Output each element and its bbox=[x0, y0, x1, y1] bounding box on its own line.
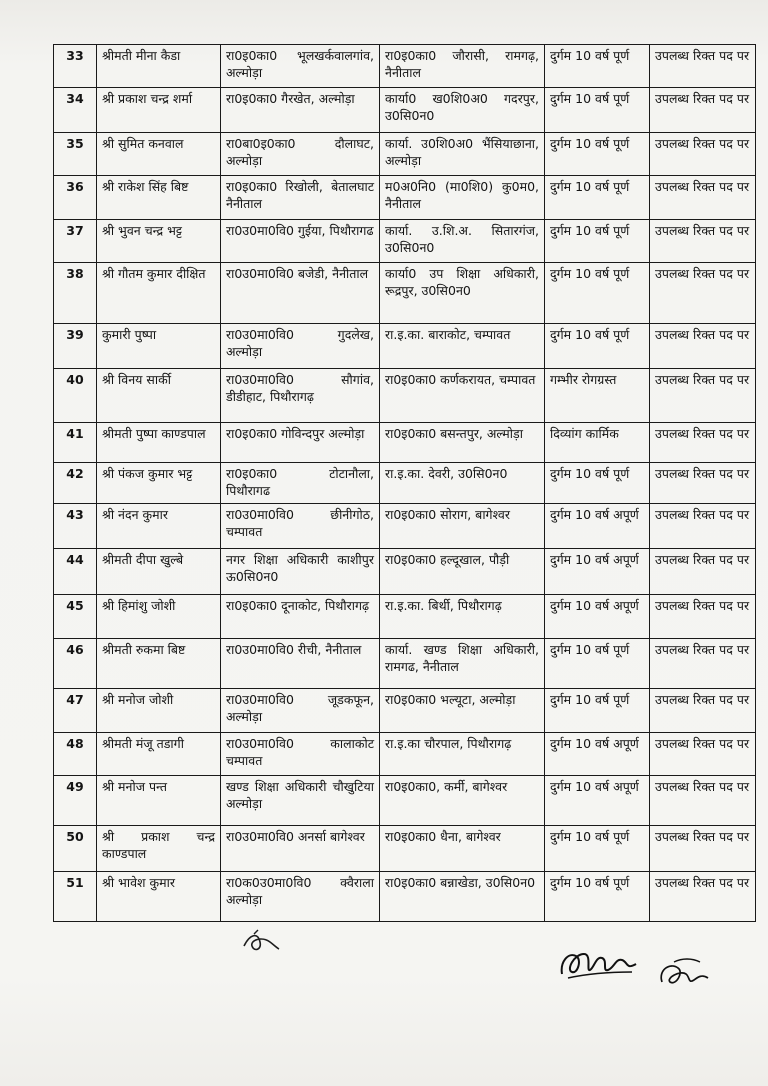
serial-number-cell: 47 bbox=[54, 689, 97, 733]
current-posting-cell: रा0बा0इ0का0 दौलाघट, अल्मोड़ा bbox=[221, 133, 380, 176]
serial-number-cell: 45 bbox=[54, 595, 97, 639]
employee-name-cell: श्रीमती पुष्पा काण्डपाल bbox=[97, 423, 221, 463]
serial-number-cell: 38 bbox=[54, 263, 97, 324]
new-posting-cell: रा0इ0का0 जौरासी, रामगढ़, नैनीताल bbox=[380, 45, 545, 88]
current-posting-cell: खण्ड शिक्षा अधिकारी चौखुटिया अल्मोड़ा bbox=[221, 776, 380, 826]
table-row bbox=[54, 776, 756, 826]
remark-cell: उपलब्ध रिक्त पद पर bbox=[650, 776, 756, 826]
current-posting-cell: रा0उ0मा0वि0 अनर्सा बागेश्वर bbox=[221, 826, 380, 872]
new-posting-cell: रा0इ0का0 भल्यूटा, अल्मोड़ा bbox=[380, 689, 545, 733]
transfer-reason-cell: दुर्गम 10 वर्ष पूर्ण bbox=[545, 463, 650, 504]
remark-cell: उपलब्ध रिक्त पद पर bbox=[650, 45, 756, 88]
transfer-reason-cell: दुर्गम 10 वर्ष पूर्ण bbox=[545, 176, 650, 220]
current-posting-cell: रा0क0उ0मा0वि0 क्वैराला अल्मोड़ा bbox=[221, 872, 380, 922]
serial-number-cell: 33 bbox=[54, 45, 97, 88]
remark-cell: उपलब्ध रिक्त पद पर bbox=[650, 88, 756, 133]
employee-name-cell: श्री मनोज पन्त bbox=[97, 776, 221, 826]
new-posting-cell: कार्या0 उप शिक्षा अधिकारी, रूद्रपुर, उ0सि0न0 bbox=[380, 263, 545, 324]
current-posting-cell: रा0इ0का0 गैरखेत, अल्मोड़ा bbox=[221, 88, 380, 133]
current-posting-cell: रा0उ0मा0वि0 बजेडी, नैनीताल bbox=[221, 263, 380, 324]
signature-small bbox=[240, 928, 282, 956]
new-posting-cell: कार्या. उ0शि0अ0 भैंसियाछाना, अल्मोड़ा bbox=[380, 133, 545, 176]
serial-number-cell: 46 bbox=[54, 639, 97, 689]
transfer-reason-cell: दुर्गम 10 वर्ष पूर्ण bbox=[545, 220, 650, 263]
table-row bbox=[54, 549, 756, 595]
transfer-reason-cell: दुर्गम 10 वर्ष अपूर्ण bbox=[545, 595, 650, 639]
remark-cell: उपलब्ध रिक्त पद पर bbox=[650, 504, 756, 549]
table-row bbox=[54, 463, 756, 504]
current-posting-cell: रा0उ0मा0वि0 गुदलेख, अल्मोड़ा bbox=[221, 324, 380, 369]
transfer-reason-cell: दुर्गम 10 वर्ष पूर्ण bbox=[545, 639, 650, 689]
employee-name-cell: श्री गौतम कुमार दीक्षित bbox=[97, 263, 221, 324]
current-posting-cell: रा0इ0का0 गोविन्दपुर अल्मोड़ा bbox=[221, 423, 380, 463]
serial-number-cell: 43 bbox=[54, 504, 97, 549]
remark-cell: उपलब्ध रिक्त पद पर bbox=[650, 263, 756, 324]
transfer-reason-cell: दुर्गम 10 वर्ष अपूर्ण bbox=[545, 504, 650, 549]
serial-number-cell: 35 bbox=[54, 133, 97, 176]
transfer-reason-cell: दिव्यांग कार्मिक bbox=[545, 423, 650, 463]
serial-number-cell: 41 bbox=[54, 423, 97, 463]
table-row bbox=[54, 45, 756, 88]
remark-cell: उपलब्ध रिक्त पद पर bbox=[650, 369, 756, 423]
employee-name-cell: श्रीमती मीना कैडा bbox=[97, 45, 221, 88]
transfer-reason-cell: दुर्गम 10 वर्ष पूर्ण bbox=[545, 263, 650, 324]
serial-number-cell: 51 bbox=[54, 872, 97, 922]
transfer-reason-cell: दुर्गम 10 वर्ष पूर्ण bbox=[545, 324, 650, 369]
table-row bbox=[54, 369, 756, 423]
table-row bbox=[54, 595, 756, 639]
remark-cell: उपलब्ध रिक्त पद पर bbox=[650, 872, 756, 922]
table-row bbox=[54, 133, 756, 176]
new-posting-cell: रा.इ.का. देवरी, उ0सि0न0 bbox=[380, 463, 545, 504]
transfer-reason-cell: दुर्गम 10 वर्ष पूर्ण bbox=[545, 872, 650, 922]
table-row bbox=[54, 324, 756, 369]
current-posting-cell: रा0उ0मा0वि0 रीची, नैनीताल bbox=[221, 639, 380, 689]
serial-number-cell: 34 bbox=[54, 88, 97, 133]
employee-name-cell: श्रीमती दीपा खुल्बे bbox=[97, 549, 221, 595]
new-posting-cell: रा0इ0का0 सोराग, बागेश्वर bbox=[380, 504, 545, 549]
current-posting-cell: रा0इ0का0 रिखोली, बेतालघाट नैनीताल bbox=[221, 176, 380, 220]
remark-cell: उपलब्ध रिक्त पद पर bbox=[650, 826, 756, 872]
new-posting-cell: कार्या0 ख0शि0अ0 गदरपुर, उ0सि0न0 bbox=[380, 88, 545, 133]
current-posting-cell: रा0उ0मा0वि0 जूडकफून, अल्मोड़ा bbox=[221, 689, 380, 733]
employee-name-cell: श्री भुवन चन्द्र भट्ट bbox=[97, 220, 221, 263]
employee-name-cell: श्री राकेश सिंह बिष्ट bbox=[97, 176, 221, 220]
serial-number-cell: 44 bbox=[54, 549, 97, 595]
transfer-reason-cell: दुर्गम 10 वर्ष पूर्ण bbox=[545, 689, 650, 733]
remark-cell: उपलब्ध रिक्त पद पर bbox=[650, 733, 756, 776]
remark-cell: उपलब्ध रिक्त पद पर bbox=[650, 463, 756, 504]
new-posting-cell: रा.इ.का. बाराकोट, चम्पावत bbox=[380, 324, 545, 369]
transfer-reason-cell: दुर्गम 10 वर्ष अपूर्ण bbox=[545, 776, 650, 826]
employee-name-cell: श्री भावेश कुमार bbox=[97, 872, 221, 922]
transfer-reason-cell: दुर्गम 10 वर्ष अपूर्ण bbox=[545, 733, 650, 776]
transfer-reason-cell: दुर्गम 10 वर्ष पूर्ण bbox=[545, 45, 650, 88]
current-posting-cell: रा0उ0मा0वि0 कालाकोट चम्पावत bbox=[221, 733, 380, 776]
new-posting-cell: रा0इ0का0 कर्णकरायत, चम्पावत bbox=[380, 369, 545, 423]
serial-number-cell: 36 bbox=[54, 176, 97, 220]
signature-right bbox=[654, 956, 718, 994]
new-posting-cell: रा0इ0का0 हल्दूखाल, पौड़ी bbox=[380, 549, 545, 595]
employee-name-cell: श्री विनय सार्की bbox=[97, 369, 221, 423]
remark-cell: उपलब्ध रिक्त पद पर bbox=[650, 639, 756, 689]
serial-number-cell: 50 bbox=[54, 826, 97, 872]
table-row bbox=[54, 263, 756, 324]
remark-cell: उपलब्ध रिक्त पद पर bbox=[650, 423, 756, 463]
table-row bbox=[54, 639, 756, 689]
table-row bbox=[54, 689, 756, 733]
table-row bbox=[54, 423, 756, 463]
new-posting-cell: रा.इ.का चौरपाल, पिथौरागढ़ bbox=[380, 733, 545, 776]
transfer-reason-cell: दुर्गम 10 वर्ष पूर्ण bbox=[545, 133, 650, 176]
table-row bbox=[54, 504, 756, 549]
transfer-reason-cell: दुर्गम 10 वर्ष पूर्ण bbox=[545, 88, 650, 133]
remark-cell: उपलब्ध रिक्त पद पर bbox=[650, 220, 756, 263]
new-posting-cell: रा.इ.का. बिर्थी, पिथौरागढ़ bbox=[380, 595, 545, 639]
transfer-table bbox=[53, 44, 756, 922]
current-posting-cell: नगर शिक्षा अधिकारी काशीपुर ऊ0सि0न0 bbox=[221, 549, 380, 595]
employee-name-cell: श्री पंकज कुमार भट्ट bbox=[97, 463, 221, 504]
current-posting-cell: रा0उ0मा0वि0 गुईया, पिथौरागढ bbox=[221, 220, 380, 263]
new-posting-cell: रा0इ0का0 बसन्तपुर, अल्मोड़ा bbox=[380, 423, 545, 463]
remark-cell: उपलब्ध रिक्त पद पर bbox=[650, 133, 756, 176]
employee-name-cell: श्री प्रकाश चन्द्र शर्मा bbox=[97, 88, 221, 133]
remark-cell: उपलब्ध रिक्त पद पर bbox=[650, 176, 756, 220]
remark-cell: उपलब्ध रिक्त पद पर bbox=[650, 324, 756, 369]
current-posting-cell: रा0इ0का0 भूलखर्कवालगांव, अल्मोड़ा bbox=[221, 45, 380, 88]
current-posting-cell: रा0इ0का0 टोटानौला, पिथौरागढ bbox=[221, 463, 380, 504]
serial-number-cell: 48 bbox=[54, 733, 97, 776]
new-posting-cell: म0अ0नि0 (मा0शि0) कु0म0, नैनीताल bbox=[380, 176, 545, 220]
new-posting-cell: रा0इ0का0 धैना, बागेश्वर bbox=[380, 826, 545, 872]
table-row bbox=[54, 733, 756, 776]
employee-name-cell: श्रीमती मंजू तडागी bbox=[97, 733, 221, 776]
employee-name-cell: श्री सुमित कनवाल bbox=[97, 133, 221, 176]
current-posting-cell: रा0उ0मा0वि0 छीनीगोठ, चम्पावत bbox=[221, 504, 380, 549]
remark-cell: उपलब्ध रिक्त पद पर bbox=[650, 549, 756, 595]
transfer-reason-cell: गम्भीर रोगग्रस्त bbox=[545, 369, 650, 423]
serial-number-cell: 40 bbox=[54, 369, 97, 423]
new-posting-cell: रा0इ0का0, कर्मी, बागेश्वर bbox=[380, 776, 545, 826]
table-row bbox=[54, 826, 756, 872]
new-posting-cell: कार्या. खण्ड शिक्षा अधिकारी, रामगढ, नैनीताल bbox=[380, 639, 545, 689]
transfer-reason-cell: दुर्गम 10 वर्ष पूर्ण bbox=[545, 826, 650, 872]
serial-number-cell: 42 bbox=[54, 463, 97, 504]
table-row bbox=[54, 88, 756, 133]
serial-number-cell: 39 bbox=[54, 324, 97, 369]
employee-name-cell: श्री मनोज जोशी bbox=[97, 689, 221, 733]
new-posting-cell: रा0इ0का0 बन्नाखेडा, उ0सि0न0 bbox=[380, 872, 545, 922]
table-row bbox=[54, 176, 756, 220]
employee-name-cell: श्रीमती रुकमा बिष्ट bbox=[97, 639, 221, 689]
signature-left bbox=[556, 944, 642, 984]
employee-name-cell: श्री प्रकाश चन्द्र काण्डपाल bbox=[97, 826, 221, 872]
remark-cell: उपलब्ध रिक्त पद पर bbox=[650, 595, 756, 639]
employee-name-cell: श्री नंदन कुमार bbox=[97, 504, 221, 549]
current-posting-cell: रा0उ0मा0वि0 सौगांव, डीडीहाट, पिथौरागढ़ bbox=[221, 369, 380, 423]
new-posting-cell: कार्या. उ.शि.अ. सितारगंज, उ0सि0न0 bbox=[380, 220, 545, 263]
remark-cell: उपलब्ध रिक्त पद पर bbox=[650, 689, 756, 733]
serial-number-cell: 49 bbox=[54, 776, 97, 826]
table-body bbox=[54, 45, 756, 922]
employee-name-cell: कुमारी पुष्पा bbox=[97, 324, 221, 369]
serial-number-cell: 37 bbox=[54, 220, 97, 263]
current-posting-cell: रा0इ0का0 दूनाकोट, पिथौरागढ़ bbox=[221, 595, 380, 639]
transfer-reason-cell: दुर्गम 10 वर्ष अपूर्ण bbox=[545, 549, 650, 595]
table-row bbox=[54, 872, 756, 922]
table-row bbox=[54, 220, 756, 263]
employee-name-cell: श्री हिमांशु जोशी bbox=[97, 595, 221, 639]
